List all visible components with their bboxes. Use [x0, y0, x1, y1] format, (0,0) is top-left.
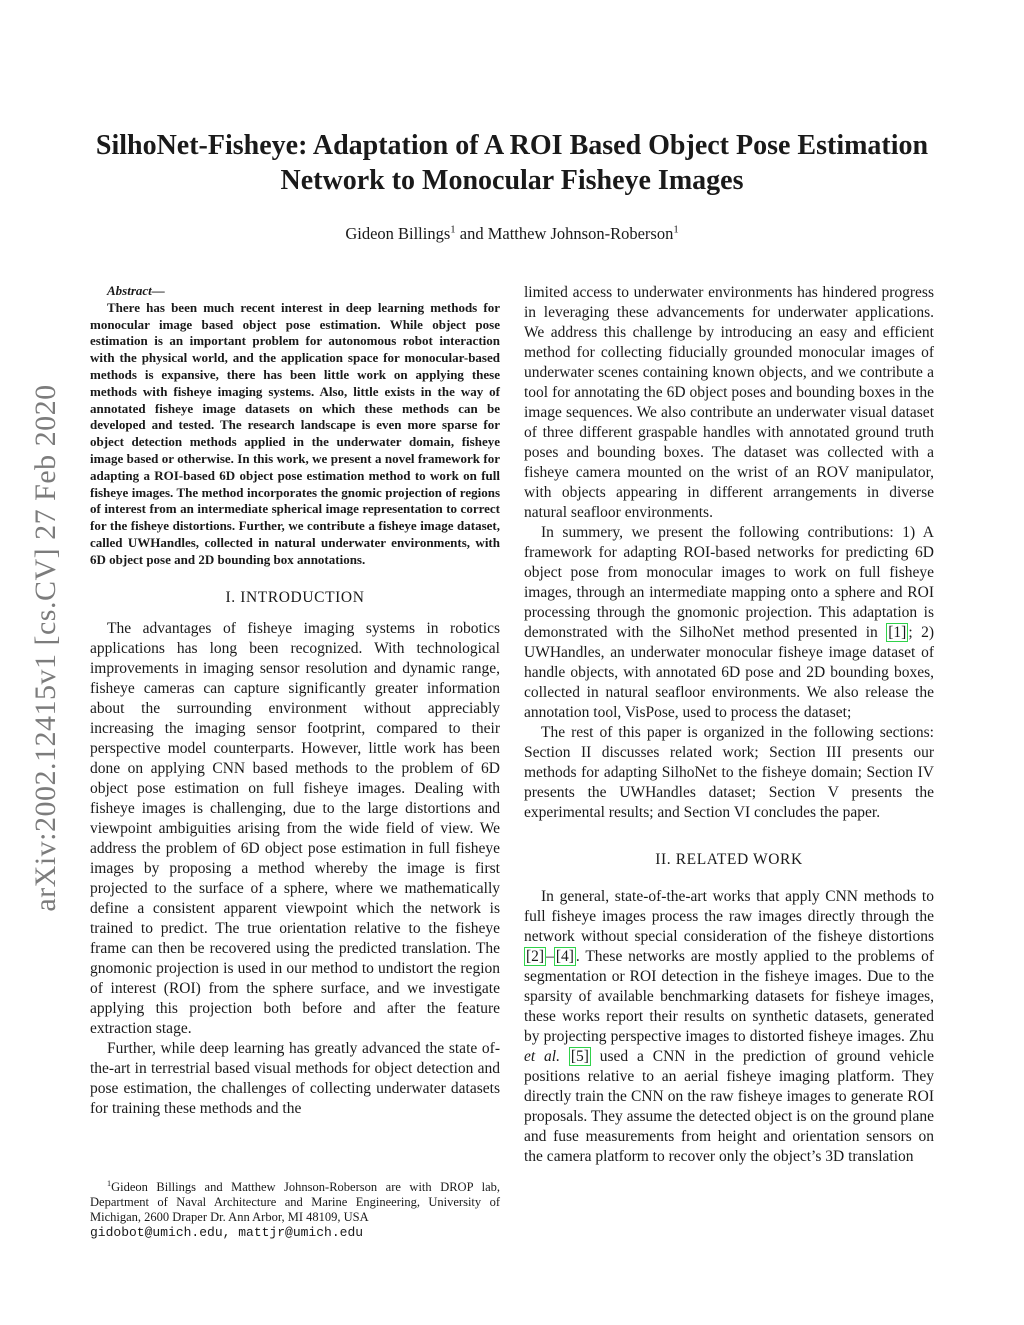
- title-line-2: Network to Monocular Fisheye Images: [280, 165, 744, 196]
- et-al: et al.: [524, 1048, 560, 1065]
- author-1-affiliation: 1: [450, 223, 456, 236]
- author-conjunction: and: [455, 224, 488, 243]
- related-text-b: . These networks are mostly applied to the problems of segmentation or ROI detection in the fisheye images. Due to the sparsity of available benchmarking datasets for fisheye images, these works report their results on synthetic datasets, generated by projecting perspective images to distorted fisheye images. Zhu: [524, 948, 934, 1045]
- related-work-paragraph-1: [524, 887, 934, 1167]
- contributions-text-a: In summery, we present the following contributions: 1) A framework for adapting ROI-based networks for predicting 6D object pose from monocular images to work on full fisheye images, through an intermediate mapping onto a sphere and ROI processing through the gnomonic projection. This adaptation is demonstrated with the SilhoNet method presented in: [524, 524, 934, 641]
- arxiv-sidebar-stamp: [0, 0, 90, 1325]
- footnote-text: Gideon Billings and Matthew Johnson-Roberson are with DROP lab, Department of Naval Architecture and Marine Engineering, University of Michigan, 2600 Draper Dr. Ann Arbor, MI 48109, USA: [90, 1180, 500, 1224]
- related-text-c: used a CNN in the prediction of ground vehicle positions relative to an aerial fisheye imaging platform. They directly train the CNN on the raw fisheye images to generate ROI proposals. They assume the detected object is on the ground plane and fuse measurements from height and orientation sensors on the camera platform to recover only the object’s 3D translation: [524, 1048, 934, 1165]
- footnote-marker: 1: [107, 1178, 112, 1188]
- arxiv-identifier: arXiv:2002.12415v1 [cs.CV] 27 Feb 2020: [29, 384, 62, 912]
- title-line-1: SilhoNet-Fisheye: Adaptation of A ROI Based Object Pose Estimation: [95, 130, 929, 161]
- author-emails[interactable]: gidobot@umich.edu, mattjr@umich.edu: [90, 1225, 364, 1240]
- intro-paragraph-1: The advantages of fisheye imaging systems in robotics applications has long been recognized. With technological improvements in imaging sensor resolution and dynamic range, fisheye cameras can capture significantly greater information about the surrounding environment without appreciably increasing the imaging sensor footprint, compared to their perspective model counterparts. However, little work has been done on applying CNN based methods to the problem of 6D object pose estimation on full fisheye images. Dealing with fisheye images is challenging, due to the large distortions and viewpoint ambiguities arising from the wide field of view. We address the problem of 6D object pose estimation in full fisheye images by proposing a method whereby the image is first projected to the surface of a sphere, where we mathematically define a consistent apparent viewpoint which the network is trained to predict. The true orientation relative to the fisheye frame can then be recovered using the predicted translation. The gnomonic projection is used in our method to undistort the region of interest (ROI) from the sphere surface, and we investigate applying this projection both before and after the feature extraction stage.: [90, 619, 500, 1037]
- intro-paragraph-2: Further, while deep learning has greatly advanced the state of-the-art in terrestrial based visual methods for object detection and pose estimation, the challenges of collecting underwater datasets for training these methods and the: [90, 1039, 500, 1117]
- author-2: Matthew Johnson-Roberson: [487, 224, 674, 243]
- abstract: [90, 283, 500, 569]
- section-heading-introduction: I. INTRODUCTION: [225, 588, 365, 606]
- author-1: Gideon Billings: [345, 224, 451, 243]
- citation-link-2[interactable]: [2]: [526, 948, 545, 965]
- left-column: [90, 283, 500, 1119]
- right-column: [524, 283, 934, 1167]
- citation-link-1[interactable]: [1]: [888, 624, 907, 641]
- citation-range-dash: –: [546, 948, 554, 965]
- citation-link-4[interactable]: [4]: [555, 948, 574, 965]
- contributions-text-b: ; 2) UWHandles, an underwater monocular fisheye image dataset of handle objects, with annotated 6D pose and 2D bounding boxes, collected in natural seafloor environments. We also release the annotation tool, VisPose, used to process the dataset;: [524, 624, 935, 721]
- section-heading-related-work: II. RELATED WORK: [655, 851, 803, 868]
- abstract-label: Abstract—: [107, 283, 165, 298]
- related-text-a: In general, state-of-the-art works that apply CNN methods to full fisheye images process the raw images directly through the network without special consideration of the fisheye distortions: [524, 888, 934, 945]
- affiliation-footnote: [90, 1180, 500, 1240]
- abstract-text: There has been much recent interest in deep learning methods for monocular image based object pose estimation. While object pose estimation is an important problem for autonomous robot interaction with the physical world, and the application space for monocular-based methods is expansive, there has been little work on applying these methods with fisheye imaging systems. Also, little exists in the way of annotated fisheye image datasets on which these methods can be developed and tested. The research landscape is even more sparse for object detection methods applied in the underwater domain, fisheye image based or otherwise. In this work, we present a novel framework for adapting a ROI-based 6D object pose estimation method to work on full fisheye images. The method incorporates the gnomic projection of regions of interest from an intermediate spherical image representation to correct for the fisheye distortions. Further, we contribute a fisheye image dataset, called UWHandles, collected in natural underwater environments, with 6D object pose and 2D bounding box annotations.: [90, 299, 500, 567]
- intro-paragraph-contributions: [524, 523, 934, 723]
- intro-paragraph-organization: The rest of this paper is organized in the following sections: Section II discusses related work; Section III presents our methods for adapting SilhoNet to the fisheye domain; Section IV presents the UWHandles dataset; Section V presents the experimental results; and Section VI concludes the paper.: [524, 724, 934, 821]
- author-2-affiliation: 1: [673, 223, 679, 236]
- footnote-text-block: [90, 1180, 500, 1225]
- paper-title: [90, 128, 934, 198]
- author-list: [90, 224, 934, 244]
- citation-link-5[interactable]: [5]: [570, 1048, 589, 1065]
- intro-paragraph-3: limited access to underwater environments has hindered progress in leveraging these advancements for underwater applications. We address this challenge by introducing an easy and efficient method for collecting fiducially grounded monocular images of underwater scenes containing known objects, and we contribute a tool for annotating the 6D object poses and bounding boxes in the image sequences. We also contribute an underwater visual dataset of three different graspable handles with annotated ground truth poses and bounding boxes. The dataset was collected with a fisheye camera mounted on the wrist of an ROV manipulator, with objects appearing in different arrangements in diverse natural seafloor environments.: [524, 284, 934, 521]
